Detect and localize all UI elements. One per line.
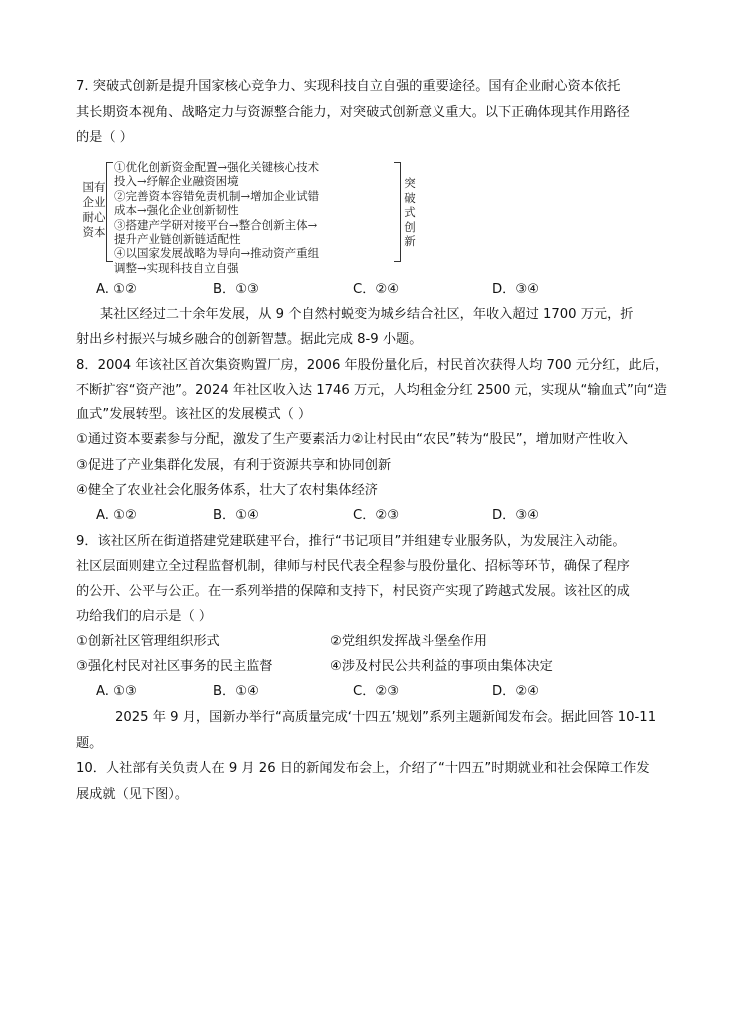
q9-statement-2: ②党组织发挥战斗堡垒作用 — [330, 634, 487, 649]
diagram-left-text: 耐心 — [82, 210, 106, 224]
q8-statement-4: ④健全了农业社会化服务体系，壮大了农村集体经济 — [76, 483, 378, 498]
diagram-right-text: 式 — [404, 205, 416, 219]
diagram-left-text: 国有 — [82, 180, 106, 194]
intro-8-9-line2: 射出乡村振兴与城乡融合的创新智慧。据此完成 8-9 小题。 — [76, 332, 423, 347]
q8-stem-line3: 血式”发展转型。该社区的发展模式（ ） — [76, 407, 312, 422]
diagram-path-line: 调整→实现科技自立自强 — [114, 260, 239, 275]
diagram-path-line: ①优化创新资金配置→强化关键核心技术 — [114, 160, 320, 174]
q9-stem-line3: 的公开、公平与公正。在一系列举措的保障和支持下，村民资产实现了跨越式发展。该社区的成 — [76, 584, 630, 599]
q8-option-b[interactable]: B．①④ — [213, 508, 259, 523]
q8-option-c[interactable]: C．②③ — [353, 508, 400, 523]
q7-option-a[interactable]: A. ①② — [96, 282, 137, 297]
intro-10-11-line1: 2025 年 9 月，国新办举行“高质量完成‘十四五’规划”系列主题新闻发布会。据此回答 10-11 — [115, 710, 657, 725]
q7-option-d[interactable]: D．③④ — [492, 282, 539, 297]
diagram-right-text: 创 — [404, 219, 416, 234]
diagram-left-text: 企业 — [82, 195, 106, 209]
q9-stem-line1: 9．该社区所在街道搭建党建联建平台，推行“书记项目”并组建专业服务队，为发展注入动能。 — [76, 534, 626, 549]
q7-diagram — [76, 156, 436, 275]
q9-stem-line2: 社区层面则建立全过程监督机制，律师与村民代表全程参与股份量化、招标等环节，确保了程序 — [76, 559, 630, 574]
diagram-right-text: 突 — [404, 176, 416, 190]
diagram-left-text: 资本 — [82, 225, 106, 239]
q9-stem-line4: 功给我们的启示是（ ） — [76, 609, 213, 624]
q8-statement-3: ③促进了产业集群化发展，有利于资源共享和协同创新 — [76, 458, 392, 473]
diagram-path-line: 成本→强化企业创新韧性 — [114, 203, 239, 218]
q8-option-d[interactable]: D．③④ — [492, 508, 539, 523]
q7-stem-line1: 7. 突破式创新是提升国家核心竞争力、实现科技自立自强的重要途径。国有企业耐心资本依托 — [76, 79, 621, 94]
q8-stem-line2: 不断扩容“资产池”。2024 年社区收入达 1746 万元，人均租金分红 2500 元，实现从“输血式”向“造 — [76, 383, 667, 398]
q9-statement-3: ③强化村民对社区事务的民主监督 — [76, 659, 273, 674]
q8-statement-1-2: ①通过资本要素参与分配，激发了生产要素活力②让村民由“农民”转为“股民”，增加财产性收入 — [76, 432, 629, 447]
q9-statement-4: ④涉及村民公共利益的事项由集体决定 — [330, 659, 553, 674]
q8-stem-line1: 8．2004 年该社区首次集资购置厂房，2006 年股份量化后，村民首次获得人均 700 元分红，此后， — [76, 358, 669, 373]
q10-stem-line2: 展成就（见下图）。 — [76, 787, 189, 802]
intro-8-9-line1: 某社区经过二十余年发展，从 9 个自然村蜕变为城乡结合社区，年收入超过 1700 万元，折 — [100, 307, 634, 322]
q10-stem-line1: 10．人社部有关负责人在 9 月 26 日的新闻发布会上，介绍了“十四五”时期就业和社会保障工作发 — [76, 761, 650, 776]
diagram-paths — [114, 160, 394, 275]
q9-option-b[interactable]: B．①④ — [213, 684, 259, 699]
diagram-path-line: ④以国家发展战略为导向→推动资产重组 — [114, 246, 320, 261]
intro-10-11-line2: 题。 — [76, 736, 103, 751]
diagram-path-line: ③搭建产学研对接平台→整合创新主体→ — [114, 217, 318, 232]
diagram-right-label — [402, 176, 418, 249]
diagram-right-text: 破 — [404, 190, 416, 205]
diagram-path-line: 投入→纾解企业融资困境 — [114, 174, 239, 189]
q7-stem-line3: 的是（ ） — [76, 130, 133, 145]
q9-option-d[interactable]: D．②④ — [492, 684, 539, 699]
q7-option-c[interactable]: C．②④ — [353, 282, 400, 297]
diagram-path-line: ②完善资本容错免责机制→增加企业试错 — [114, 188, 320, 203]
diagram-left-brace — [106, 162, 113, 262]
q8-option-a[interactable]: A. ①② — [96, 508, 137, 523]
q9-option-a[interactable]: A. ①③ — [96, 684, 137, 699]
diagram-path-line: 提升产业链创新链适配性 — [114, 232, 241, 247]
q9-statement-1: ①创新社区管理组织形式 — [76, 634, 220, 649]
q7-stem-line2: 其长期资本视角、战略定力与资源整合能力，对突破式创新意义重大。以下正确体现其作用路径 — [76, 105, 630, 120]
diagram-right-text: 新 — [404, 234, 416, 248]
q7-option-b[interactable]: B．①③ — [213, 282, 259, 297]
q9-option-c[interactable]: C．②③ — [353, 684, 400, 699]
diagram-right-brace — [394, 162, 401, 262]
